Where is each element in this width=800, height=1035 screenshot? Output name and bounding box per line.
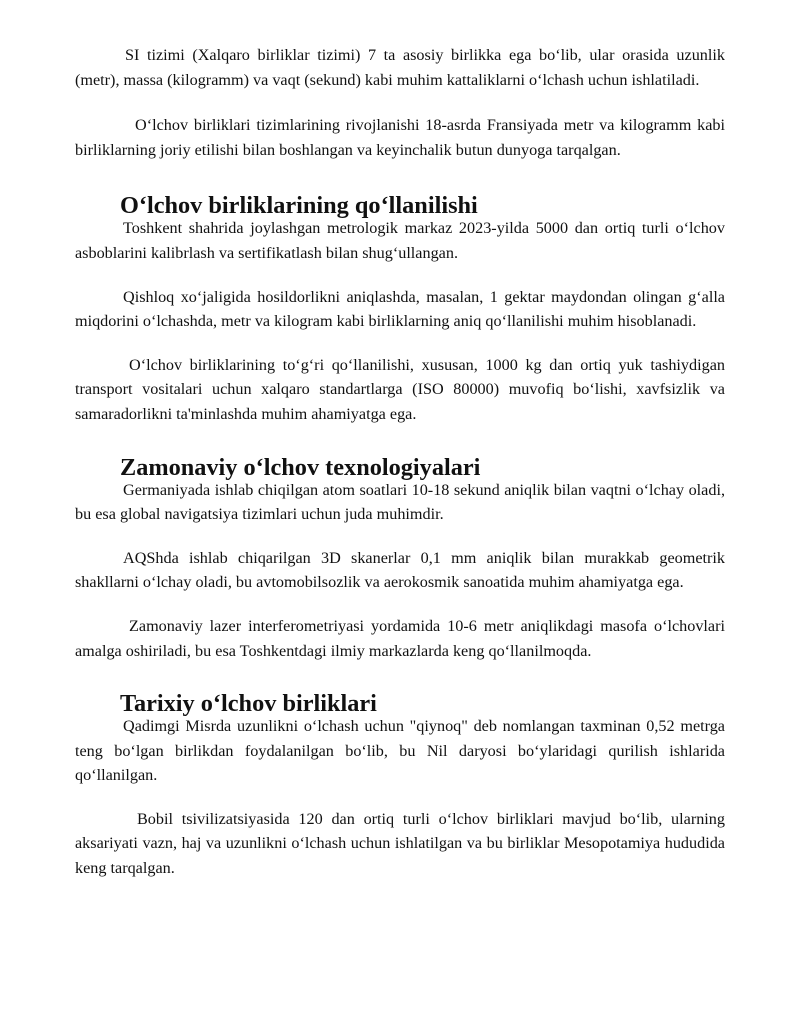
section-usage-paragraph-3: O‘lchov birliklarining to‘g‘ri qo‘llanilishi, xususan, 1000 kg dan ortiq yuk tashiydigan transport vositalari uchun xalqaro standartlarga (ISO 80000) muvofiq bo‘lishi, xavfsizlik va samaradorlikni ta'minlashda muhim ahamiyatga ega.: [75, 355, 725, 423]
section-modern-paragraph-3: Zamonaviy lazer interferometriyasi yordamida 10-6 metr aniqlikdagi masofa o‘lchovlari amalga oshiriladi, bu esa Toshkentdagi ilmiy markazlarda keng qo‘llanilmoqda.: [75, 616, 725, 660]
section-heading-historical-units: Tarixiy o‘lchov birliklari: [120, 690, 377, 718]
section-modern-paragraph-2: AQShda ishlab chiqarilgan 3D skanerlar 0,1 mm aniqlik bilan murakkab geometrik shakllarni o‘lchay oladi, bu avtomobilsozlik va aerokosmik sanoatida muhim ahamiyatga ega.: [75, 548, 725, 592]
section-historical-paragraph-2: Bobil tsivilizatsiyasida 120 dan ortiq turli o‘lchov birliklari mavjud bo‘lib, ularning aksariyati vazn, haj va uzunlikni o‘lchash uchun ishlatilgan va bu birliklar Mesopotamiya hududida keng tarqalgan.: [75, 809, 725, 878]
section-historical-paragraph-1: Qadimgi Misrda uzunlikni o‘lchash uchun "qiynoq" deb nomlangan taxminan 0,52 metrga teng bo‘lgan birlikdan foydalanilgan bo‘lib, bu Nil daryosi bo‘ylaridagi qurilish ishlarida qo‘llanilgan.: [75, 717, 725, 785]
section-modern-paragraph-1: Germaniyada ishlab chiqilgan atom soatlari 10-18 sekund aniqlik bilan vaqtni o‘lchay oladi, bu esa global navigatsiya tizimlari uchun juda muhimdir.: [75, 480, 725, 524]
section-heading-modern-tech: Zamonaviy o‘lchov texnologiyalari: [120, 453, 481, 481]
document-page: [75, 43, 725, 881]
intro-paragraph-si-system: SI tizimi (Xalqaro birliklar tizimi) 7 ta asosiy birlikka ega bo‘lib, ular orasida uzunlik (metr), massa (kilogramm) va vaqt (sekund) kabi muhim kattaliklarni o‘lchash uchun ishlatiladi.: [75, 46, 725, 89]
section-usage-paragraph-1: Toshkent shahrida joylashgan metrologik markaz 2023-yilda 5000 dan ortiq turli o‘lchov asboblarini kalibrlash va sertifikatlash bilan shug‘ullangan.: [75, 219, 725, 262]
intro-paragraph-history: O‘lchov birliklari tizimlarining rivojlanishi 18-asrda Fransiyada metr va kilogramm kabi birliklarning joriy etilishi bilan boshlangan va keyinchalik butun dunyoga tarqalgan.: [75, 116, 725, 159]
section-usage-paragraph-2: Qishloq xo‘jaligida hosildorlikni aniqlashda, masalan, 1 gektar maydondan olingan g‘alla miqdorini o‘lchashda, metr va kilogram kabi birliklarning aniq qo‘llanilishi muhim hisoblanadi.: [75, 287, 725, 331]
section-heading-usage: O‘lchov birliklarining qo‘llanilishi: [120, 192, 478, 220]
